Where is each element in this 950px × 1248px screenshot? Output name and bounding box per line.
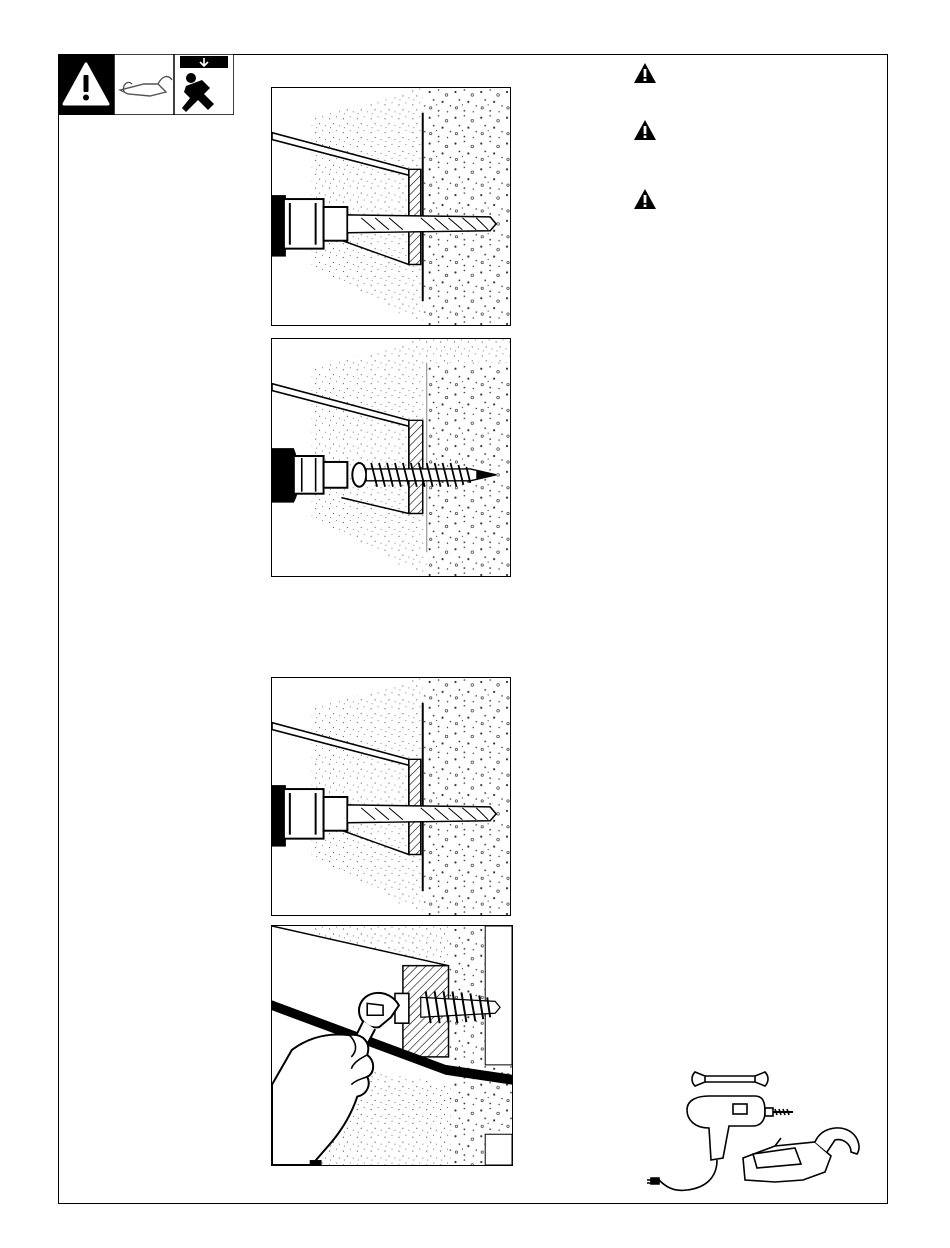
tighten-anchor-bolt-illustration	[271, 925, 513, 1166]
drill-hole-illustration-1	[271, 87, 511, 326]
safety-icon-strip	[58, 54, 234, 115]
drive-screw-illustration	[271, 338, 511, 577]
wrench-icon	[692, 1072, 768, 1086]
drill-hole-illustration-2	[271, 677, 511, 916]
warning-triangle-icon	[58, 54, 114, 115]
warning-icon	[633, 119, 657, 141]
safety-glasses-icon	[743, 1128, 859, 1182]
tools-illustration	[625, 1068, 870, 1198]
warning-icon	[633, 62, 657, 84]
warning-icon	[633, 188, 657, 210]
